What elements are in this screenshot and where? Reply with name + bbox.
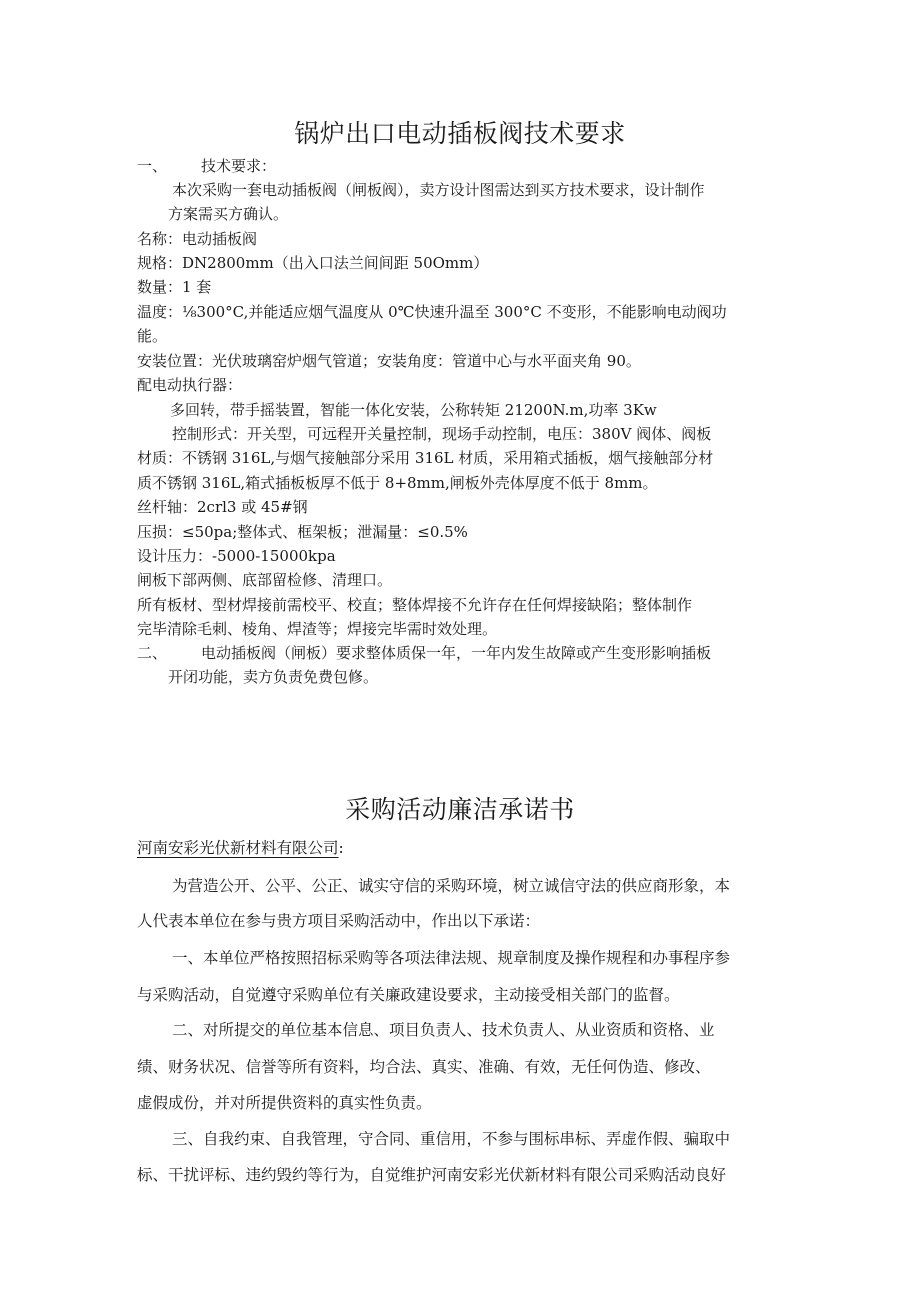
spec-temperature-line-2: 能。: [137, 327, 168, 345]
actuator-heading: 配电动执行器：: [137, 376, 243, 394]
material-line-1: 材质：不锈钢 316L,与烟气接触部分采用 316L 材质，采用箱式插板，烟气接触部分材: [137, 449, 714, 467]
spec-pressure-loss: 压损：≤50pa;整体式、框架板；泄漏量：≤0.5%: [137, 523, 468, 541]
pledge-1-line-1: 一、本单位严格按照招标采购等各项法律法规、规章制度及操作规程和办事程序参: [172, 949, 731, 967]
spec-quantity: 数量：1 套: [137, 278, 212, 296]
pledge-intro-line-1: 为营造公开、公平、公正、诚实守信的采购环境，树立诚信守法的供应商形象，本: [172, 877, 731, 895]
addressee-company: 河南安彩光伏新材料有限公司: [137, 839, 339, 857]
pledge-3-line-2: 标、干扰评标、违约毁约等行为，自觉维护河南安彩光伏新材料有限公司采购活动良好: [137, 1166, 727, 1184]
section1-title: 锅炉出口电动插板阀技术要求: [294, 119, 626, 148]
pledge-2-line-3: 虚假成份，并对所提供资料的真实性负责。: [137, 1094, 432, 1112]
actuator-line-1: 多回转，带手摇装置，智能一体化安装，公称转矩 21200N.m,功率 3Kw: [170, 401, 657, 419]
pledge-2-line-2: 绩、财务状况、信誉等所有资料，均合法、真实、准确、有效，无任何伪造、修改、: [137, 1058, 711, 1076]
warranty-line-2: 开闭功能，卖方负责免费包修。: [168, 668, 379, 686]
intro-line-2: 方案需买方确认。: [168, 205, 289, 223]
pledge-2-line-1: 二、对所提交的单位基本信息、项目负责人、技术负责人、从业资质和资格、业: [172, 1021, 715, 1039]
section2-title: 采购活动廉洁承诺书: [345, 795, 575, 824]
welding-line-1: 所有板材、型材焊接前需校平、校直；整体焊接不允许存在任何焊接缺陷；整体制作: [137, 596, 693, 614]
pledge-1-line-2: 与采购活动，自觉遵守采购单位有关廉政建设要求，主动接受相关部门的监督。: [137, 986, 680, 1004]
spec-temperature-line-1: 温度：⅛300°C,并能适应烟气温度从 0℃快速升温至 300°C 不变形，不能影响电动阀功: [137, 303, 727, 321]
material-line-2: 质不锈钢 316L,箱式插板板厚不低于 8+8mm,闸板外壳体厚度不低于 8mm。: [137, 474, 658, 492]
control-line-1: 控制形式：开关型，可远程开关量控制，现场手动控制，电压：380V 阀体、阀板: [172, 425, 712, 443]
heading2-text: 电动插板阀（闸板）要求整体质保一年，一年内发生故障或产生变形影响插板: [201, 644, 712, 662]
addressee: [137, 836, 344, 858]
spec-inspection: 闸板下部两侧、底部留检修、清理口。: [137, 571, 393, 589]
pledge-intro-line-2: 人代表本单位在参与贵方项目采购活动中，作出以下承诺：: [137, 912, 541, 930]
spec-install-position: 安装位置：光伏玻璃窑炉烟气管道；安装角度：管道中心与水平面夹角 90。: [137, 352, 641, 370]
heading-warranty: [137, 641, 711, 665]
heading2-number: 二、: [137, 644, 168, 662]
spec-shaft: 丝杆轴：2crl3 或 45#钢: [137, 498, 308, 516]
welding-line-2: 完毕清除毛刺、棱角、焊渣等；焊接完毕需时效处理。: [137, 620, 498, 638]
intro-line-1: 本次采购一套电动插板阀（闸板阀），卖方设计图需达到买方技术要求，设计制作: [172, 181, 705, 199]
heading1-number: 一、: [137, 157, 168, 175]
spec-name: 名称：电动插板阀: [137, 230, 258, 248]
heading-technical-requirements: [137, 154, 276, 178]
spec-design-pressure: 设计压力：-5000-15000kpa: [137, 547, 336, 565]
addressee-colon: :: [338, 839, 344, 857]
heading1-text: 技术要求：: [201, 157, 277, 175]
pledge-3-line-1: 三、自我约束、自我管理，守合同、重信用，不参与围标串标、弄虚作假、骗取中: [172, 1130, 731, 1148]
spec-size: 规格：DN2800mm（出入口法兰间间距 50Omm）: [137, 254, 489, 272]
